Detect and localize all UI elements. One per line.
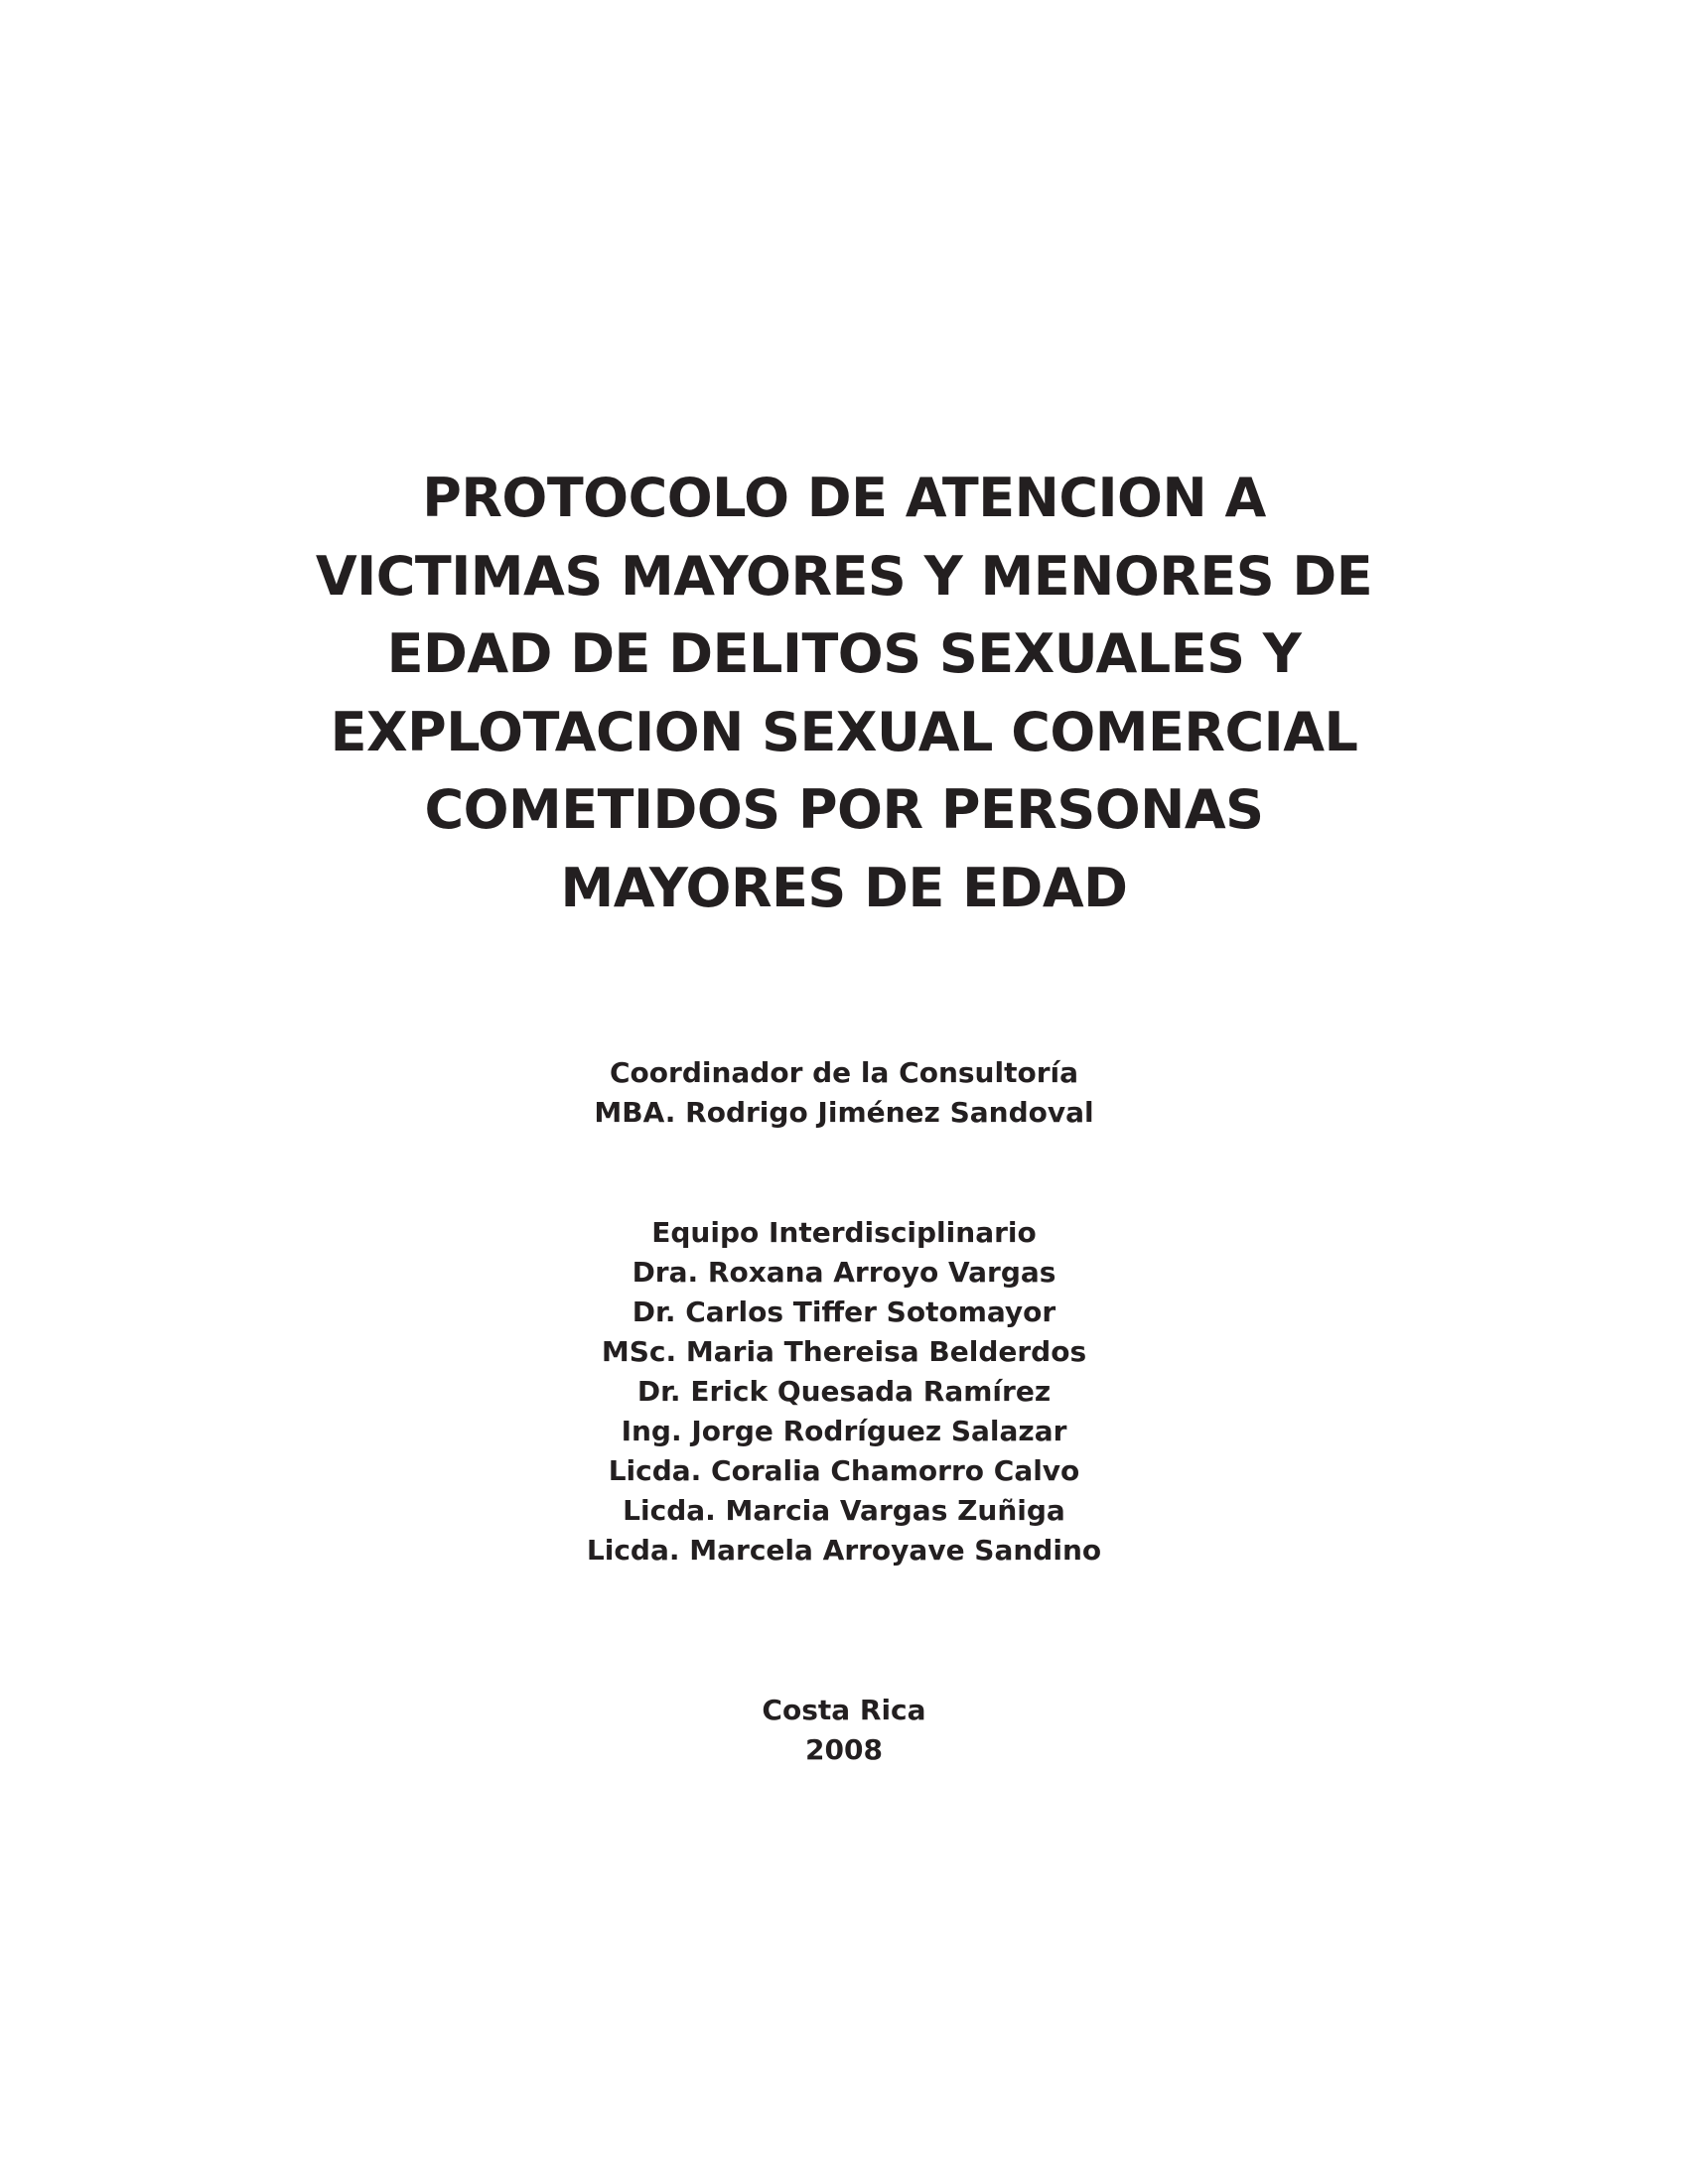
title-line: EXPLOTACION SEXUAL COMERCIAL (330, 700, 1358, 763)
coordinator-heading: Coordinador de la Consultoría (610, 1056, 1078, 1089)
footer-year: 2008 (805, 1733, 883, 1766)
title-line: EDAD DE DELITOS SEXUALES Y (386, 622, 1302, 685)
team-section (0, 1213, 1688, 1570)
team-heading: Equipo Interdisciplinario (651, 1216, 1037, 1249)
title-line: PROTOCOLO DE ATENCION A (422, 467, 1266, 529)
team-member: Ing. Jorge Rodríguez Salazar (621, 1415, 1067, 1447)
title-line: COMETIDOS POR PERSONAS (424, 778, 1264, 841)
team-member: Dra. Roxana Arroyo Vargas (632, 1256, 1056, 1289)
team-member: Dr. Erick Quesada Ramírez (636, 1375, 1052, 1408)
team-member: Licda. Marcia Vargas Zuñiga (623, 1494, 1065, 1527)
team-member: MSc. Maria Thereisa Belderdos (601, 1335, 1087, 1368)
team-member: Licda. Coralia Chamorro Calvo (608, 1454, 1080, 1487)
coordinator-section (0, 1053, 1688, 1133)
footer-country: Costa Rica (762, 1694, 926, 1726)
title-line: MAYORES DE EDAD (560, 856, 1128, 919)
footer-section (0, 1691, 1688, 1770)
team-member: Licda. Marcela Arroyave Sandino (586, 1534, 1102, 1567)
coordinator-name: MBA. Rodrigo Jiménez Sandoval (594, 1096, 1094, 1129)
document-title (0, 460, 1688, 927)
team-member: Dr. Carlos Tiffer Sotomayor (632, 1296, 1056, 1328)
title-line: VICTIMAS MAYORES Y MENORES DE (315, 544, 1373, 608)
